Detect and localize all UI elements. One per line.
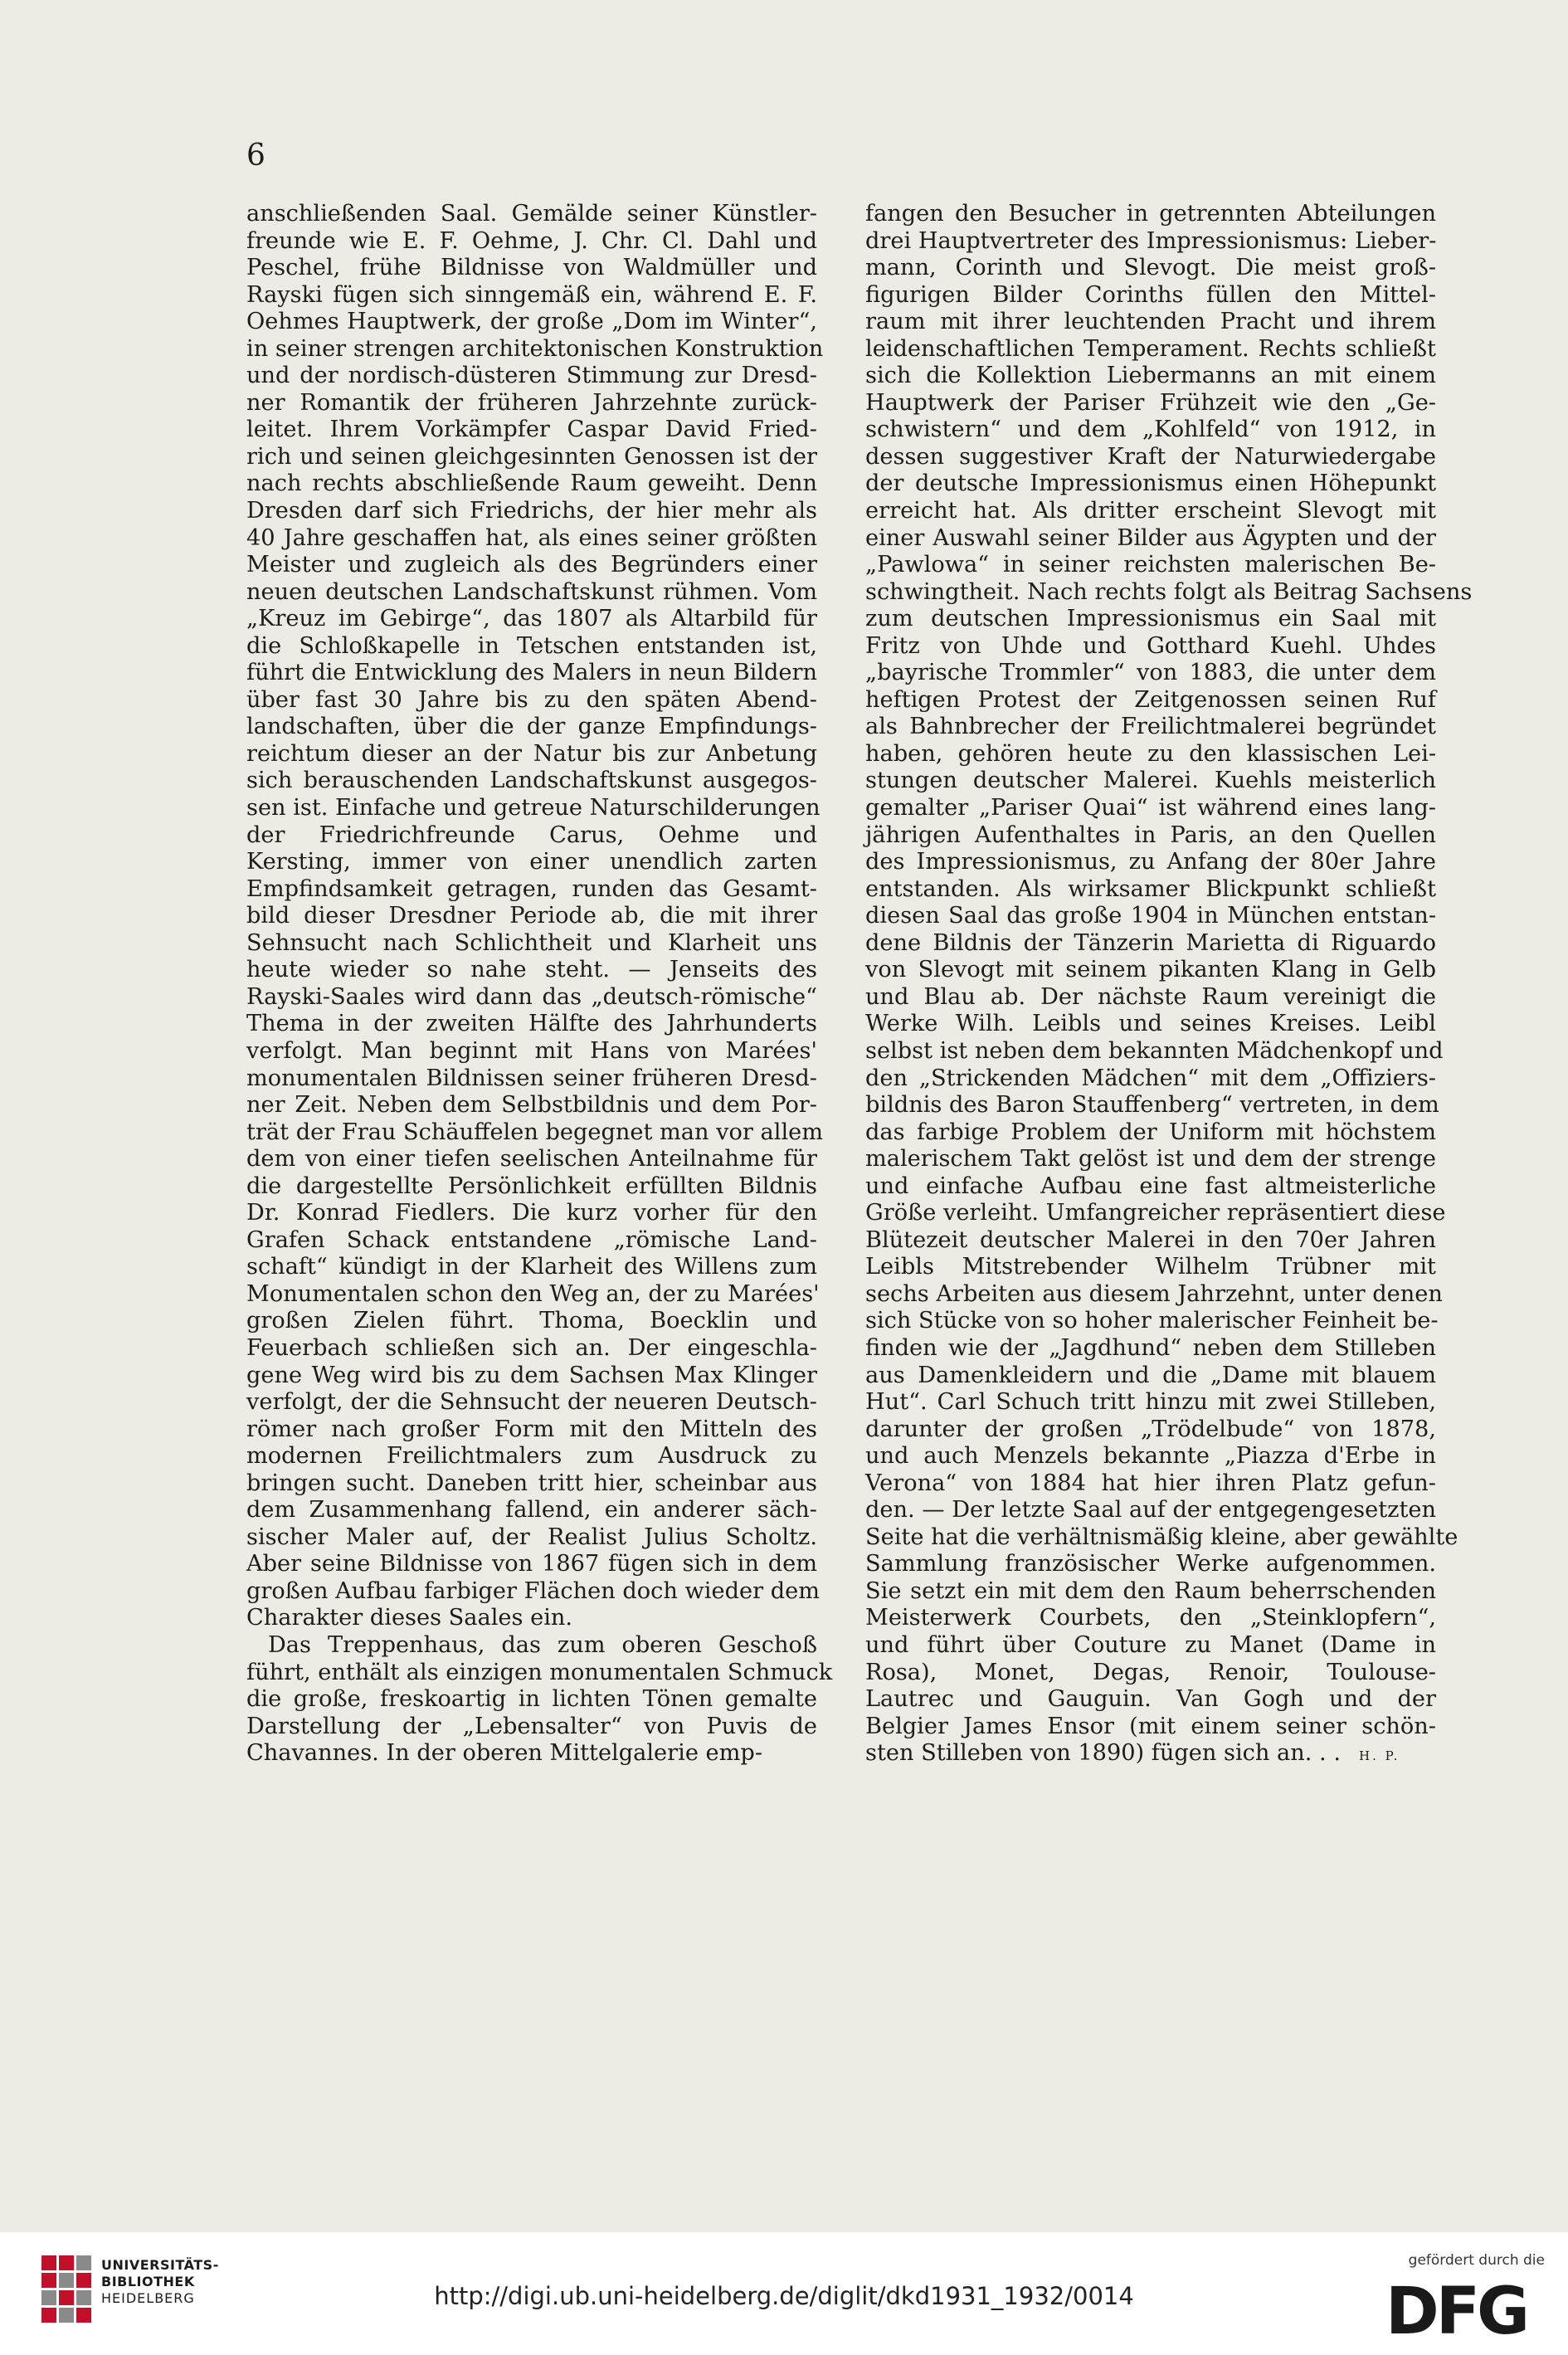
right-column-line: einer Auswahl seiner Bilder aus Ägypten und der [865,524,1436,551]
right-column-line: Belgier James Ensor (mit einem seiner schön- [865,1713,1436,1739]
left-column-line: Dr. Konrad Fiedlers. Die kurz vorher für den [246,1200,817,1226]
left-column-line: rich und seinen gleichgesinnten Genossen ist der [246,443,817,470]
right-column-line: aus Damenkleidern und die „Dame mit blauem [865,1362,1436,1388]
left-column-line: Oehmes Hauptwerk, der große „Dom im Winter“, [246,309,817,335]
digitization-footer [0,2232,1568,2355]
left-column-line: Meister und zugleich als des Begründers einer [246,552,817,578]
left-column-line: modernen Freilichtmalers zum Ausdruck zu [246,1443,817,1470]
right-column-line: erreicht hat. Als dritter erscheint Slevogt mit [865,498,1436,524]
left-column-line: Charakter dieses Saales ein. [246,1605,573,1631]
left-column-line: leitet. Ihrem Vorkämpfer Caspar David Fried- [246,417,817,443]
right-column-line: „Pawlowa“ in seiner reichsten malerischen Be- [865,552,1436,578]
left-column-line: die Schloßkapelle in Tetschen entstanden ist, [246,632,817,659]
left-column-line: bild dieser Dresdner Periode ab, die mit ihrer [246,903,817,929]
right-column-line: raum mit ihrer leuchtenden Pracht und ihrem [865,309,1436,335]
funding-caption: gefördert durch die [1408,2252,1545,2269]
left-column-line: Rayski fügen sich sinngemäß ein, während E. F. [246,281,817,308]
right-column-line: darunter der großen „Trödelbude“ von 1878, [865,1416,1436,1442]
right-column-line: sechs Arbeiten aus diesem Jahrzehnt, unter denen [865,1280,1443,1307]
left-column-line: römer nach großer Form mit den Mitteln des [246,1416,817,1442]
right-column-line: von Slevogt mit seinem pikanten Klang in Gelb [865,957,1436,983]
right-column-line: Hauptwerk der Pariser Frühzeit wie den „Ge- [865,389,1436,416]
svg-text:DFG: DFG [1385,2275,1527,2342]
left-column-line: Chavannes. In der oberen Mittelgalerie emp- [246,1740,763,1767]
right-column-line: das farbige Problem der Uniform mit höchstem [865,1119,1436,1145]
right-column-line: Größe verleiht. Umfangreicher repräsentiert diese [865,1200,1446,1226]
left-column-line: verfolgt. Man beginnt mit Hans von Marées' [246,1037,817,1064]
right-column-line: mann, Corinth und Slevogt. Die meist groß- [865,255,1436,281]
left-column-line: „Kreuz im Gebirge“, das 1807 als Altarbild für [246,606,817,632]
text-column-right [865,201,1473,1767]
left-column-line: führt die Entwicklung des Malers in neun Bildern [246,660,817,686]
right-column-line: Blütezeit deutscher Malerei in den 70er Jahren [865,1226,1436,1253]
right-column-line: drei Hauptvertreter des Impressionismus: Lieber- [865,227,1437,254]
left-column-line: nach rechts abschließende Raum geweiht. Denn [246,471,817,497]
right-column-line: als Bahnbrecher der Freilichtmalerei begründet [865,714,1436,740]
left-column-line: sen ist. Einfache und getreue Naturschilderungen [246,795,821,822]
author-signature: H. P. [1358,1748,1400,1764]
left-column-line: neuen deutschen Landschaftskunst rühmen. Vom [246,578,817,605]
library-name-line3: HEIDELBERG [101,2290,195,2306]
right-column-line: Fritz von Uhde und Gotthard Kuehl. Uhdes [865,632,1436,659]
left-column-line: großen Aufbau farbiger Flächen doch wieder dem [246,1577,820,1604]
left-column-line: reichtum dieser an der Natur bis zur Anbetung [246,740,817,767]
library-name-line2: BIBLIOTHEK [101,2274,195,2289]
right-column-line: und auch Menzels bekannte „Piazza d'Erbe in [865,1443,1436,1470]
right-column-line: Lautrec und Gauguin. Van Gogh und der [865,1686,1436,1713]
right-column-line: dene Bildnis der Tänzerin Marietta di Riguardo [865,929,1436,956]
right-column-line: sich die Kollektion Liebermanns an mit einem [865,363,1436,389]
left-column-line: führt, enthält als einzigen monumentalen Schmuck [246,1659,833,1685]
right-column-line: malerischem Takt gelöst ist und dem der strenge [865,1146,1436,1173]
left-column-line: Darstellung der „Lebensalter“ von Puvis de [246,1713,817,1739]
right-column-line: schwingtheit. Nach rechts folgt als Beitrag Sachsens [865,578,1473,605]
right-column-line: selbst ist neben dem bekannten Mädchenkopf und [865,1037,1444,1064]
left-column-line: ner Romantik der früheren Jahrzehnte zurück- [246,389,817,416]
right-column-line: den „Strickenden Mädchen“ mit dem „Offiziers- [865,1065,1436,1091]
right-column-line: fangen den Besucher in getrennten Abteilungen [865,201,1436,227]
left-column-line: sich berauschenden Landschaftskunst ausgegos- [246,768,817,794]
right-column-line: „bayrische Trommler“ von 1883, die unter dem [865,660,1436,686]
right-column-line: leidenschaftlichen Temperament. Rechts schließt [865,335,1436,362]
left-column-line: trät der Frau Schäuffelen begegnet man vor allem [246,1119,824,1145]
right-column-line: diesen Saal das große 1904 in München entstan- [865,903,1436,929]
right-column-line: gemalter „Pariser Quai“ ist während eines lang- [865,795,1436,822]
right-column-line: Seite hat die verhältnismäßig kleine, aber gewählte [865,1524,1458,1550]
left-column-line: verfolgt, der die Sehnsucht der neueren Deutsch- [246,1389,817,1416]
right-column-line: entstanden. Als wirksamer Blickpunkt schließt [865,875,1436,902]
right-column-line: Rosa), Monet, Degas, Renoir, Toulouse- [865,1659,1436,1685]
left-column-line: heute wieder so nahe steht. — Jenseits des [246,957,817,983]
right-column-line: bildnis des Baron Stauffenberg“ vertreten, in dem [865,1092,1439,1119]
left-column-line: gene Weg wird bis zu dem Sachsen Max Klinger [246,1362,817,1388]
left-column-line: dem Zusammenhang fallend, ein anderer säch- [246,1497,817,1524]
left-column-line: Feuerbach schließen sich an. Der eingeschla- [246,1334,817,1361]
right-column-line: der deutsche Impressionismus einen Höhepunkt [865,471,1436,497]
right-column-line: dessen suggestiver Kraft der Naturwiedergabe [865,443,1436,470]
right-column-line: zum deutschen Impressionismus ein Saal mit [865,606,1436,632]
right-column-line: stungen deutscher Malerei. Kuehls meisterlich [865,768,1436,794]
right-column-line: Hut“. Carl Schuch tritt hinzu mit zwei Stilleben, [865,1389,1436,1416]
right-column-line: heftigen Protest der Zeitgenossen seinen Ruf [865,686,1436,713]
left-column-line: Empfindsamkeit getragen, runden das Gesamt- [246,875,817,902]
right-column-line: haben, gehören heute zu den klassischen Lei- [865,740,1436,767]
left-column-line: Aber seine Bildnisse von 1867 fügen sich in dem [246,1551,817,1577]
left-column-line: Kersting, immer von einer unendlich zarten [246,849,817,875]
left-column-line: Sehnsucht nach Schlichtheit und Klarheit uns [246,929,817,956]
right-column-line: figurigen Bilder Corinths füllen den Mittel- [865,281,1436,308]
right-column-line: und Blau ab. Der nächste Raum vereinigt die [865,983,1436,1010]
source-url-link[interactable]: http://digi.ub.uni-heidelberg.de/diglit/dkd1931_1932/0014 [434,2282,1134,2310]
right-column-line: den. — Der letzte Saal auf der entgegengesetzten [865,1497,1436,1524]
right-column-line: finden wie der „Jagdhund“ neben dem Stilleben [865,1334,1436,1361]
right-column-line: sich Stücke von so hoher malerischer Feinheit be- [865,1308,1439,1334]
left-column-line: und der nordisch-düsteren Stimmung zur Dresd- [246,363,817,389]
right-column-line: Sie setzt ein mit dem den Raum beherrschenden [865,1577,1436,1604]
left-column-line: der Friedrichfreunde Carus, Oehme und [246,822,817,848]
right-column-line: und führt über Couture zu Manet (Dame in [865,1631,1436,1658]
right-column-line: Werke Wilh. Leibls und seines Kreises. Leibl [865,1011,1436,1037]
left-column-line: bringen sucht. Daneben tritt hier, scheinbar aus [246,1470,817,1496]
left-column-line: die dargestellte Persönlichkeit erfüllten Bildnis [246,1173,817,1199]
right-column-line: sten Stilleben von 1890) fügen sich an. . . H. P. [865,1740,1400,1767]
right-column-line: Sammlung französischer Werke aufgenommen. [865,1551,1436,1577]
library-name-line1: UNIVERSITÄTS- [101,2257,219,2273]
left-column-line: sischer Maler auf, der Realist Julius Scholtz. [246,1524,817,1550]
page-number: 6 [246,139,265,173]
left-column-line: monumentalen Bildnissen seiner früheren Dresd- [246,1065,817,1091]
right-column-line: und einfache Aufbau eine fast altmeisterliche [865,1173,1436,1199]
left-column-line: die große, freskoartig in lichten Tönen gemalte [246,1686,817,1713]
left-column-line: freunde wie E. F. Oehme, J. Chr. Cl. Dahl und [246,227,817,254]
left-column-line: dem von einer tiefen seelischen Anteilnahme für [246,1146,817,1173]
left-column-line: Rayski-Saales wird dann das „deutsch-römische“ [246,983,817,1010]
dfg-logo-icon [1369,2275,1543,2342]
left-column-line: in seiner strengen architektonischen Konstruktion [246,335,824,362]
right-column-line: jährigen Aufenthaltes in Paris, an den Quellen [865,822,1436,848]
left-column-line: großen Zielen führt. Thoma, Boecklin und [246,1308,817,1334]
left-column-line: schaft“ kündigt in der Klarheit des Willens zum [246,1254,817,1280]
left-column-line: Thema in der zweiten Hälfte des Jahrhunderts [246,1011,817,1037]
left-column-line: Monumentalen schon den Weg an, der zu Marées' [246,1280,820,1307]
left-column-line: landschaften, über die der ganze Empfindungs- [246,714,817,740]
right-column-line: Verona“ von 1884 hat hier ihren Platz gefun- [865,1470,1436,1496]
left-column-line: Dresden darf sich Friedrichs, der hier mehr als [246,498,817,524]
right-column-line: Meisterwerk Courbets, den „Steinklopfern“, [865,1605,1436,1631]
text-column-left [246,201,833,1767]
right-column-line: des Impressionismus, zu Anfang der 80er Jahre [865,849,1436,875]
left-column-line: Peschel, frühe Bildnisse von Waldmüller und [246,255,817,281]
left-column-line: anschließenden Saal. Gemälde seiner Künstler- [246,201,817,227]
right-column-line: Leibls Mitstrebender Wilhelm Trübner mit [865,1254,1436,1280]
right-column-line: schwistern“ und dem „Kohlfeld“ von 1912, in [865,417,1436,443]
left-column-line: Das Treppenhaus, das zum oberen Geschoß [268,1631,817,1658]
left-column-line: über fast 30 Jahre bis zu den späten Abend- [246,686,817,713]
left-column-line: ner Zeit. Neben dem Selbstbildnis und dem Por- [246,1092,817,1119]
left-column-line: 40 Jahre geschaffen hat, als eines seiner größten [246,524,817,551]
left-column-line: Grafen Schack entstandene „römische Land- [246,1226,817,1253]
